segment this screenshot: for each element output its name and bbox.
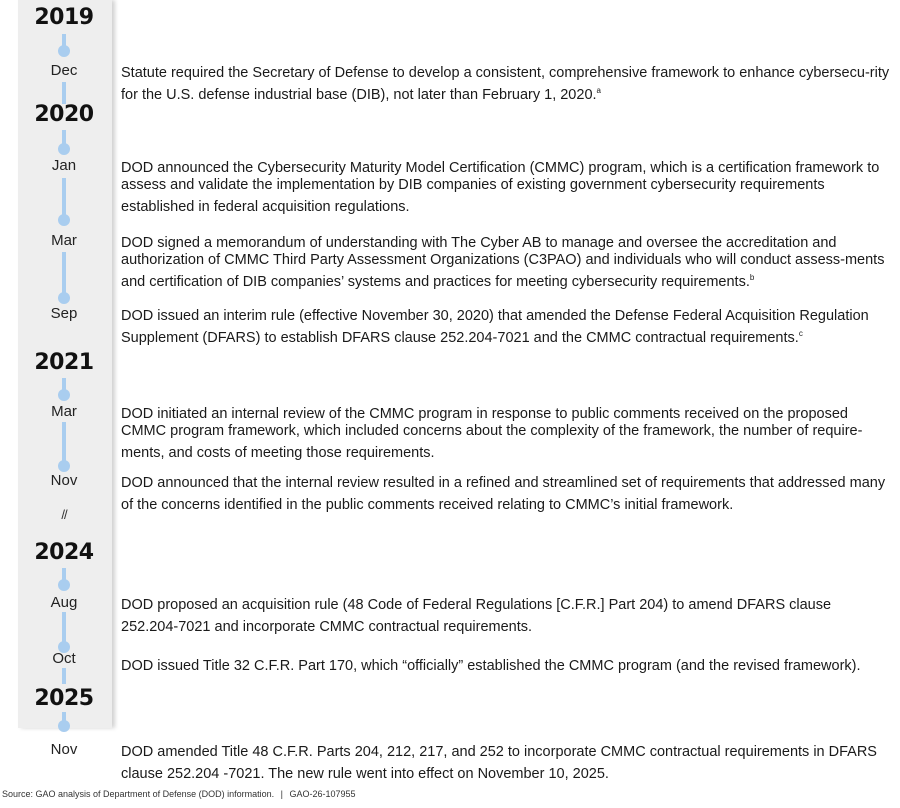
timeline-dot bbox=[58, 214, 70, 226]
event-month: Nov bbox=[50, 741, 78, 758]
event-description: DOD signed a memorandum of understanding with The Cyber AB to manage and oversee the accreditation and authorization of CMMC Third Party Assessment Organizations (C3PAO) and individuals who will conduct assess-ments and certification of DIB companies’ systems and practices for meeting cybersecurity requirements.$^b$ bbox=[121, 235, 885, 290]
year-label-2020: 2020 bbox=[34, 102, 94, 127]
event-description: DOD issued Title 32 C.F.R. Part 170, which “officially” established the CMMC program (and the revised framework). bbox=[121, 657, 861, 674]
event-description: DOD announced the Cybersecurity Maturity Model Certification (CMMC) program, which is a certification framework to assess and validate the implementation by DIB companies of existing government cybersecurity requirements established in federal acquisition regulations. bbox=[121, 160, 880, 215]
footnote-marker: a bbox=[596, 86, 601, 95]
year-label-2019: 2019 bbox=[34, 5, 94, 30]
event-month: Dec bbox=[50, 62, 78, 79]
event-month: Jan bbox=[51, 157, 77, 174]
event-month: Aug bbox=[50, 594, 78, 611]
footer-separator: | bbox=[280, 789, 283, 799]
timeline-dot bbox=[58, 579, 70, 591]
year-label-2024: 2024 bbox=[34, 540, 94, 565]
timeline-connector bbox=[62, 82, 66, 104]
year-label-2021: 2021 bbox=[34, 350, 94, 375]
event-month: Nov bbox=[50, 472, 78, 489]
timeline-dot bbox=[58, 389, 70, 401]
timeline-dot bbox=[58, 45, 70, 57]
timeline-dot bbox=[58, 720, 70, 732]
year-label-2025: 2025 bbox=[34, 686, 94, 711]
source-note: Source: GAO analysis of Department of Defense (DOD) information. bbox=[2, 789, 275, 799]
report-id: GAO-26-107955 bbox=[289, 789, 356, 799]
timeline-connector bbox=[62, 422, 66, 462]
event-month: Oct bbox=[52, 650, 76, 667]
timeline-dot bbox=[58, 143, 70, 155]
timeline-connector bbox=[62, 668, 66, 684]
event-month: Sep bbox=[50, 305, 78, 322]
timeline-connector bbox=[62, 252, 66, 293]
timeline-break-marker: // bbox=[61, 507, 67, 522]
timeline-connector bbox=[62, 178, 66, 215]
event-description: DOD issued an interim rule (effective November 30, 2020) that amended the Defense Federal Acquisition Regulation Supplement (DFARS) to establish DFARS clause 252.204-7021 and the CMMC contractual requirements.$^c$ bbox=[121, 308, 869, 346]
event-description: DOD proposed an acquisition rule (48 Code of Federal Regulations [C.F.R.] Part 204) to amend DFARS clause 252.204-7021 and incorporate CMMC contractual requirements. bbox=[121, 597, 832, 635]
event-month: Mar bbox=[51, 232, 77, 249]
event-description: DOD amended Title 48 C.F.R. Parts 204, 212, 217, and 252 to incorporate CMMC contractual requirements in DFARS clause 252.204 -7021. The new rule went into effect on November 10, 2025. bbox=[121, 744, 877, 782]
timeline-dot bbox=[58, 460, 70, 472]
event-description: Statute required the Secretary of Defense to develop a consistent, comprehensive framework to enhance cybersecu-rity for the U.S. defense industrial base (DIB), not later than February 1, 2020.$^a$ bbox=[121, 65, 890, 103]
event-description: DOD announced that the internal review resulted in a refined and streamlined set of requirements that addressed many of the concerns identified in the public comments received relating to CMMC’s initial framework. bbox=[121, 475, 886, 513]
timeline-dot bbox=[58, 292, 70, 304]
footnote-marker: b bbox=[749, 273, 755, 282]
footnote-marker: c bbox=[798, 329, 803, 338]
timeline-connector bbox=[62, 130, 66, 144]
source-footer bbox=[2, 789, 356, 799]
event-description: DOD initiated an internal review of the CMMC program in response to public comments received on the proposed CMMC program framework, which included concerns about the complexity of the framework, the number of require-ments, and costs of meeting those requirements. bbox=[121, 406, 863, 461]
timeline-connector bbox=[62, 612, 66, 642]
event-month: Mar bbox=[51, 403, 77, 420]
